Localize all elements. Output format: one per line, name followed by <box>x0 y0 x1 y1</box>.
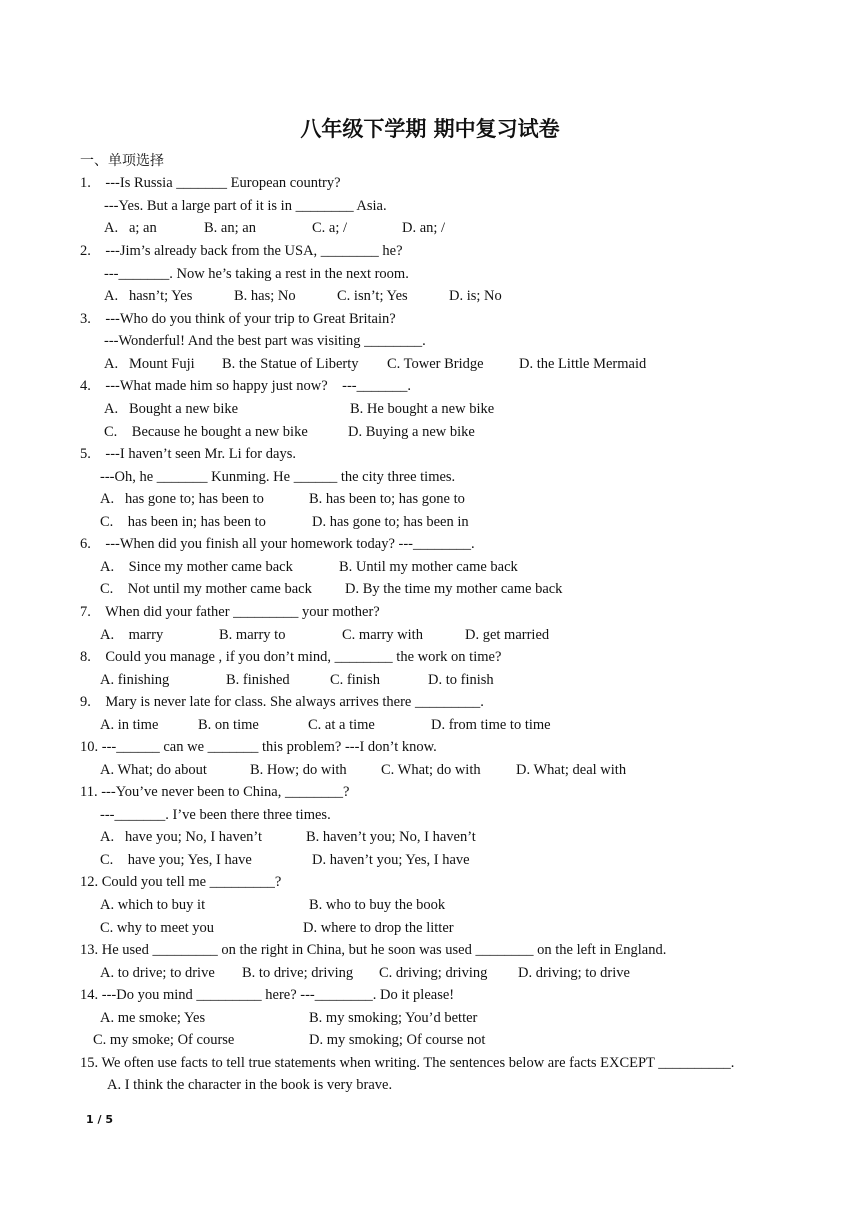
q7-options-2: C. marry with <box>342 627 423 643</box>
q11-stem: 11. ---You’ve never been to China, ________? <box>80 784 350 800</box>
q6-options-2-1: D. By the time my mother came back <box>345 581 563 597</box>
q2-line2: ---_______. Now he’s taking a rest in the next room. <box>104 266 409 282</box>
q10-options-0: A. What; do about <box>100 762 207 778</box>
q6-options-1-0: A. Since my mother came back <box>100 559 293 575</box>
q5-options-2-1: D. has gone to; has been in <box>312 514 469 530</box>
q13-stem: 13. He used _________ on the right in China, but he soon was used ________ on the left in England. <box>80 942 667 958</box>
q3-stem: 3. ---Who do you think of your trip to Great Britain? <box>80 311 396 327</box>
q4-options-2-0: C. Because he bought a new bike <box>104 424 308 440</box>
q10-options-2: C. What; do with <box>381 762 481 778</box>
q5-line2: ---Oh, he _______ Kunming. He ______ the city three times. <box>100 469 456 485</box>
q6-options-2-0: C. Not until my mother came back <box>100 581 312 597</box>
section-heading: 一、单项选择 <box>80 153 164 169</box>
q5-options-1-1: B. has been to; has gone to <box>309 491 465 507</box>
q8-options-0: A. finishing <box>100 672 170 688</box>
q6-stem: 6. ---When did you finish all your homework today? ---________. <box>80 536 475 552</box>
q11-options-2-0: C. have you; Yes, I have <box>100 852 252 868</box>
q3-options-0: A. Mount Fuji <box>104 356 195 372</box>
q1-options-0: A. a; an <box>104 220 157 236</box>
q2-stem: 2. ---Jim’s already back from the USA, ________ he? <box>80 243 403 259</box>
q3-options-2: C. Tower Bridge <box>387 356 484 372</box>
q1-stem: 1. ---Is Russia _______ European country? <box>80 175 341 191</box>
q9-options-1: B. on time <box>198 717 259 733</box>
q11-options-1-1: B. haven’t you; No, I haven’t <box>306 829 476 845</box>
q5-stem: 5. ---I haven’t seen Mr. Li for days. <box>80 446 296 462</box>
q12-options-1-0: A. which to buy it <box>100 897 206 913</box>
q12-stem: 12. Could you tell me _________? <box>80 874 282 890</box>
q13-options-2: C. driving; driving <box>379 965 488 981</box>
q8-options-2: C. finish <box>330 672 380 688</box>
q13-options-1: B. to drive; driving <box>242 965 354 981</box>
q13-options-0: A. to drive; to drive <box>100 965 215 981</box>
q10-options-3: D. What; deal with <box>516 762 627 778</box>
q7-options-0: A. marry <box>100 627 164 643</box>
q9-options-0: A. in time <box>100 717 159 733</box>
q9-options-2: C. at a time <box>308 717 375 733</box>
q3-options-1: B. the Statue of Liberty <box>222 356 359 372</box>
q1-options-3: D. an; / <box>402 220 446 236</box>
q14-options-2-1: D. my smoking; Of course not <box>309 1032 486 1048</box>
q4-stem: 4. ---What made him so happy just now? ---_______. <box>80 378 412 394</box>
page-number: 1 / 5 <box>86 1113 113 1126</box>
q15-stem: 15. We often use facts to tell true statements when writing. The sentences below are facts EXCEPT __________. <box>80 1055 735 1071</box>
q14-options-2-0: C. my smoke; Of course <box>93 1032 235 1048</box>
q1-options-2: C. a; / <box>312 220 348 236</box>
page-title: 八年级下学期 期中复习试卷 <box>300 117 560 141</box>
q10-options-1: B. How; do with <box>250 762 347 778</box>
q3-line2: ---Wonderful! And the best part was visiting ________. <box>104 333 426 349</box>
q8-options-3: D. to finish <box>428 672 494 688</box>
q11-options-2-1: D. haven’t you; Yes, I have <box>312 852 470 868</box>
q11-line2: ---_______. I’ve been there three times. <box>100 807 331 823</box>
q10-stem: 10. ---______ can we _______ this problem? ---I don’t know. <box>80 739 437 755</box>
q12-options-1-1: B. who to buy the book <box>309 897 446 913</box>
q3-options-3: D. the Little Mermaid <box>519 356 647 372</box>
q14-options-1-1: B. my smoking; You’d better <box>309 1010 478 1026</box>
q6-options-1-1: B. Until my mother came back <box>339 559 518 575</box>
q12-options-2-0: C. why to meet you <box>100 920 214 936</box>
q7-options-3: D. get married <box>465 627 550 643</box>
q9-stem: 9. Mary is never late for class. She always arrives there _________. <box>80 694 484 710</box>
q4-options-1-1: B. He bought a new bike <box>350 401 495 417</box>
q7-stem: 7. When did your father _________ your mother? <box>80 604 380 620</box>
q4-options-1-0: A. Bought a new bike <box>104 401 239 417</box>
q5-options-2-0: C. has been in; has been to <box>100 514 266 530</box>
q2-options-1: B. has; No <box>234 288 296 304</box>
q15-optA: A. I think the character in the book is very brave. <box>107 1077 393 1093</box>
q5-options-1-0: A. has gone to; has been to <box>100 491 264 507</box>
q7-options-1: B. marry to <box>219 627 286 643</box>
q1-line2: ---Yes. But a large part of it is in ________ Asia. <box>104 198 387 214</box>
q12-options-2-1: D. where to drop the litter <box>303 920 454 936</box>
q2-options-3: D. is; No <box>449 288 502 304</box>
q8-options-1: B. finished <box>226 672 290 688</box>
q14-options-1-0: A. me smoke; Yes <box>100 1010 206 1026</box>
q8-stem: 8. Could you manage , if you don’t mind, ________ the work on time? <box>80 649 502 665</box>
q13-options-3: D. driving; to drive <box>518 965 630 981</box>
q9-options-3: D. from time to time <box>431 717 551 733</box>
q1-options-1: B. an; an <box>204 220 256 236</box>
q11-options-1-0: A. have you; No, I haven’t <box>100 829 263 845</box>
q2-options-2: C. isn’t; Yes <box>337 288 408 304</box>
q14-stem: 14. ---Do you mind _________ here? ---________. Do it please! <box>80 987 455 1003</box>
q2-options-0: A. hasn’t; Yes <box>104 288 193 304</box>
q4-options-2-1: D. Buying a new bike <box>348 424 475 440</box>
